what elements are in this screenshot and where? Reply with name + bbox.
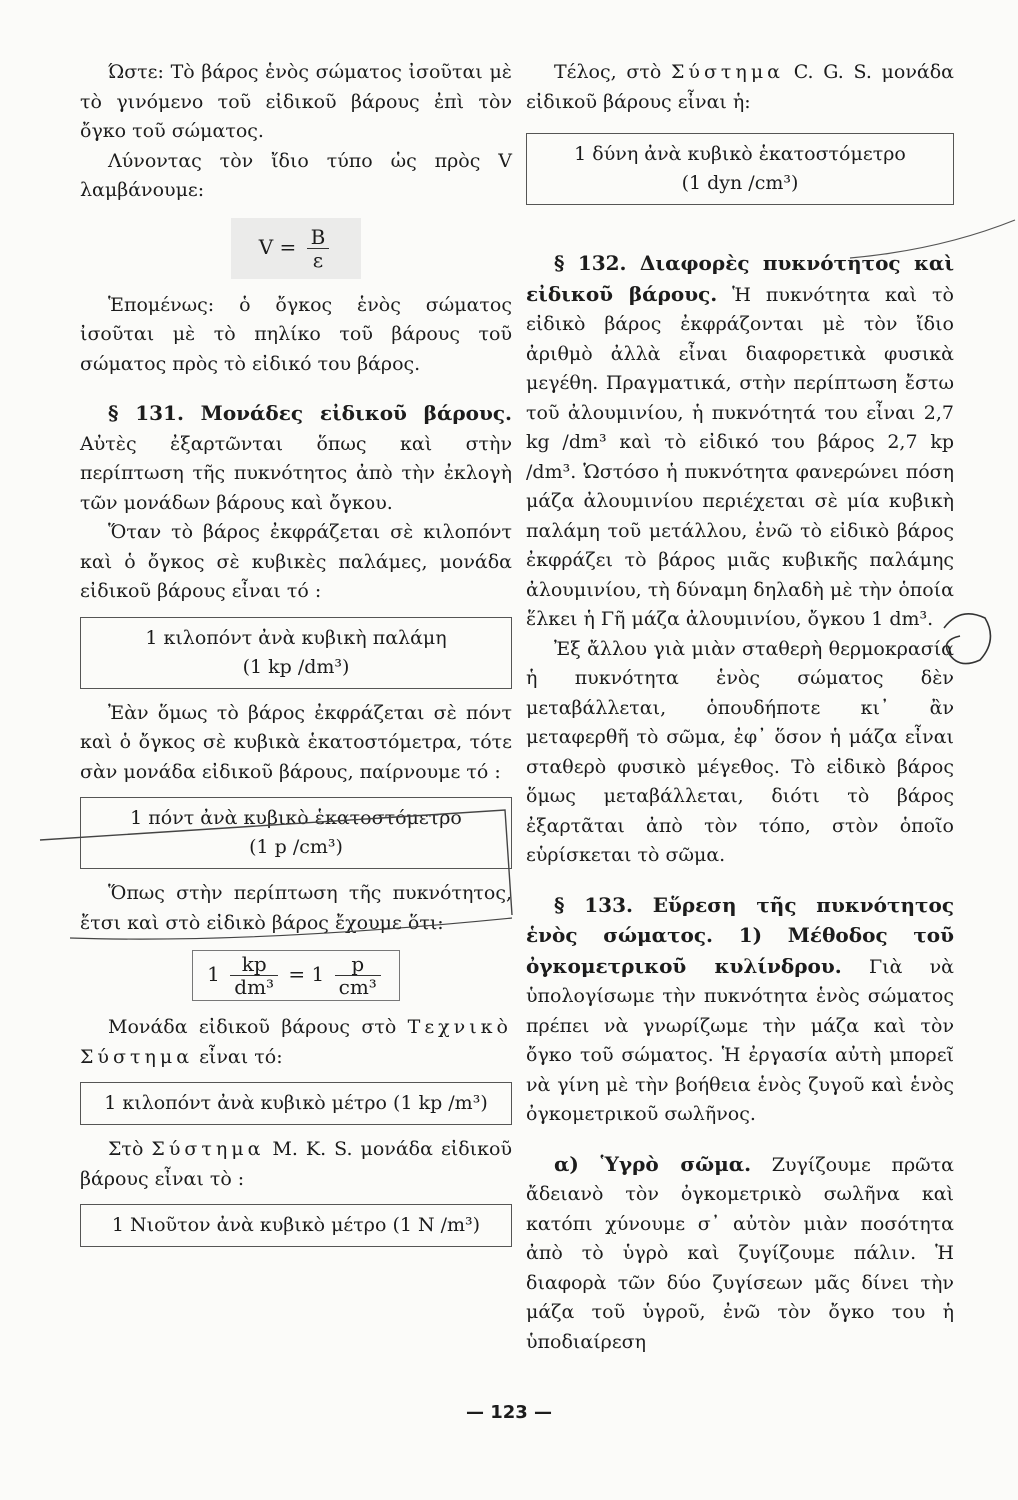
section-text: Ἡ πυκνότητα καὶ τὸ εἰδικὸ βάρος ἐκφράζονται μὲ τὸν ἴδιο ἀριθμὸ ἀλλὰ εἶναι διαφορετικὰ φυσικὰ μεγέθη. Πραγματικά, στὴν περίπτωση ἔστω τοῦ ἀλουμινίου, ἡ πυκνότητά του εἶναι 2,7 kg /dm³ καὶ τὸ εἰδικό του βάρος 2,7 kp /dm³. Ὡστόσο ἡ πυκνότητα φανερώνει πόση μάζα ἀλουμινίου περιέχεται σὲ μία κυβικὴ παλάμη τοῦ μετάλλου, ἐνῶ τὸ εἰδικὸ βάρος ἐκφράζει τὸ βάρος μιᾶς κυβικῆς παλάμης ἀλουμινίου, τὴ δύναμη δηλαδὴ μὲ τὴν ὁποία ἕλκει ἡ Γῆ μάζα ἀλουμινίου, ὄγκου 1 dm³.: [526, 283, 954, 630]
unit-box-line: 1 δύνη ἀνὰ κυβικὸ ἑκατοστόμετρο: [574, 143, 906, 165]
text: M. K. S. μονάδα εἰδικοῦ βάρους εἶναι τὸ :: [80, 1138, 512, 1190]
formula-denominator: cm³: [338, 975, 377, 999]
subsection-text: Ζυγίζουμε πρῶτα ἄδειανὸ τὸν ὀγκομετρικὸ σωλῆνα καὶ κατόπι χύνουμε σ᾽ αὐτὸν μιὰν ποσότητα ἀπὸ τὸ ὑγρὸ καὶ ζυγίζουμε πάλιν. Ἡ διαφορὰ τῶν δύο ζυγίσεων μᾶς δίνει τὴν μάζα τοῦ ὑγροῦ, ἐνῶ τὸν ὄγκο του ἡ ὑποδιαίρεση: [526, 1153, 954, 1353]
section-heading: § 132. Διαφορὲς πυκνότητος καὶ εἰδικοῦ βάρους.: [526, 251, 954, 306]
spaced-text: Σύστημα: [670, 61, 784, 83]
section-text: Αὐτὲς ἐξαρτῶνται ὅπως καὶ στὴν περίπτωση τῆς πυκνότητος ἀπὸ τὴν ἐκλογὴ τῶν μονάδων βάρους καὶ ὄγκου.: [80, 432, 512, 514]
text: εἶναι τό:: [199, 1045, 283, 1068]
unit-box: 1 κιλοπόντ ἀνὰ κυβικὸ μέτρο (1 kp /m³): [80, 1082, 512, 1125]
text: Στὸ: [108, 1138, 144, 1160]
unit-box-line: (1 p /cm³): [249, 836, 343, 858]
paragraph: Λύνοντας τὸν ἴδιο τύπο ὡς πρὸς V λαμβάνουμε:: [80, 149, 512, 201]
text: Μονάδα εἰδικοῦ βάρους στὸ: [108, 1016, 397, 1038]
unit-box-line: (1 kp /dm³): [242, 655, 350, 678]
section-heading: § 133. Εὕρεση τῆς πυκνότητος ἑνὸς σώματος. 1) Μέθοδος τοῦ ὀγκομετρικοῦ κυλίνδρου.: [526, 892, 954, 978]
unit-box: 1 Νιοῦτον ἀνὰ κυβικὸ μέτρο (1 N /m³): [80, 1204, 512, 1247]
page-number: — 123 —: [465, 1402, 553, 1423]
text: Τέλος, στὸ: [554, 61, 662, 83]
section-text: Γιὰ νὰ ὑπολογίσωμε τὴν πυκνότητα ἑνὸς σώματος πρέπει νὰ γνωρίζωμε τὴν μάζα καὶ τὸν ὄγκο τοῦ σώματος. Ἡ ἐργασία αὐτὴ μπορεῖ νὰ γίνη μὲ τὴν βοήθεια ἑνὸς ζυγοῦ καὶ ἑνὸς ὀγκομετρικοῦ σωλῆνος.: [526, 955, 954, 1125]
paragraph: Ὅταν τὸ βάρος ἐκφράζεται σὲ κιλοπόντ καὶ ὁ ὄγκος σὲ κυβικὲς παλάμες, μονάδα εἰδικοῦ βάρους εἶναι τό :: [80, 521, 512, 602]
unit-box-line: 1 πόντ ἀνὰ κυβικὸ ἑκατοστόμετρο: [130, 807, 462, 829]
formula-denominator: ε: [312, 247, 324, 272]
text: C. G. S. μονάδα εἰδικοῦ βάρους εἶναι ἡ:: [526, 61, 954, 113]
pencil-stroke: [70, 918, 512, 939]
spaced-text: Τεχνικὸ Σύστημα: [80, 1016, 512, 1068]
pencil-scribble: [944, 614, 990, 664]
subsection-heading: α) Ὑγρὸ σῶμα.: [554, 1151, 752, 1176]
paragraph: Ἑπομένως: ὁ ὄγκος ἑνὸς σώματος ἰσοῦται μὲ τὸ πηλίκο τοῦ βάρους τοῦ σώματος πρὸς τὸ εἰδικό του βάρος.: [80, 293, 512, 375]
formula-lhs: V =: [258, 234, 297, 259]
formula-numerator: kp: [230, 953, 278, 976]
formula-coefficient: 1: [207, 962, 220, 986]
formula-denominator: dm³: [234, 975, 275, 999]
paragraph: Ἐὰν ὅμως τὸ βάρος ἐκφράζεται σὲ πόντ καὶ ὁ ὄγκος σὲ κυβικὰ ἑκατοστόμετρα, τότε σὰν μονάδα εἰδικοῦ βάρους, παίρνουμε τό :: [80, 701, 512, 783]
pencil-stroke: [850, 220, 1015, 258]
spaced-text: Σύστημα: [151, 1138, 265, 1160]
formula-numerator: p: [335, 953, 381, 976]
unit-box-line: 1 κιλοπόντ ἀνὰ κυβικὴ παλάμη: [145, 626, 447, 649]
section-heading: § 131. Μονάδες εἰδικοῦ βάρους.: [108, 401, 512, 425]
formula-equals: = 1: [288, 962, 325, 986]
paragraph: Ώστε: Τὸ βάρος ἑνὸς σώματος ἰσοῦται μὲ τὸ γινόμενο τοῦ εἰδικοῦ βάρους ἐπὶ τὸν ὄγκο τοῦ σώματος.: [80, 61, 512, 142]
paragraph: Ἐξ ἄλλου γιὰ μιὰν σταθερὴ θερμοκρασία ἡ πυκνότητα ἑνὸς σώματος δὲν μεταβάλλεται, ὁπουδήποτε κι᾽ ἂν μεταφερθῆ τὸ σῶμα, ἐφ᾽ ὅσον ἡ μάζα εἶναι σταθερὸ φυσικὸ μέγεθος. Τὸ εἰδικὸ βάρος ὅμως μεταβάλλεται, διότι τὸ βάρος ἐξαρτᾶται ἀπὸ τὸν τόπο, στὸν ὁποῖο εὑρίσκεται τὸ σῶμα.: [526, 637, 954, 866]
pencil-stroke: [40, 810, 512, 915]
paragraph: Ὅπως στὴν περίπτωση τῆς πυκνότητος, ἔτσι καὶ στὸ εἰδικὸ βάρος ἔχουμε ὅτι:: [80, 882, 512, 934]
formula-numerator: B: [307, 226, 330, 249]
unit-box-line: (1 dyn /cm³): [681, 172, 799, 194]
